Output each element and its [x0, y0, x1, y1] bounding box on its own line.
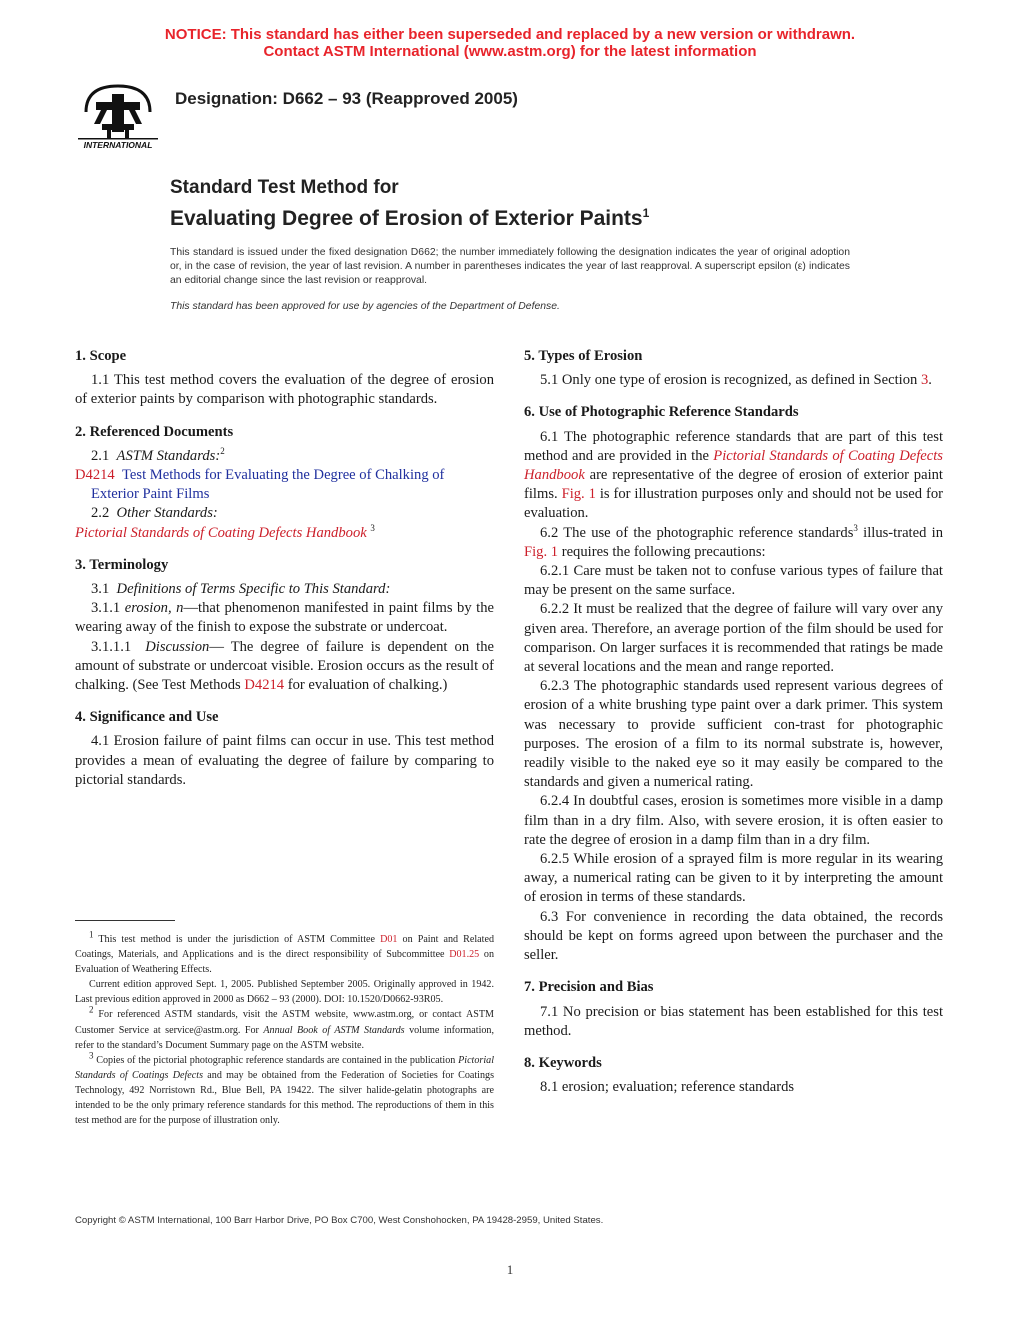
ref-d4214-link[interactable]: D4214: [75, 467, 115, 484]
section-heading-scope: 1. Scope: [75, 348, 127, 364]
para-6-2-3: 6.2.3 The photographic standards used represent various degrees of erosion of a white brushing type paint over a dark primer. This system was necessary to provide sufficient con-trast for photographic purposes. The erosion of a film to its normal substrate is, however, readily visible to the naked eye so it may easily be compared to the standards and given a numerical rating.: [524, 678, 943, 791]
footnote-rule: [75, 920, 175, 921]
footnote-2: [75, 1007, 494, 1052]
para-5-1-end: .: [928, 372, 932, 389]
section-heading-referenced-documents: 2. Referenced Documents: [75, 423, 234, 440]
ref-pictorial-link[interactable]: Pictorial Standards of Coating Defects Handbook: [75, 524, 367, 541]
para-3-1-1-1-num: 3.1.1.1: [91, 638, 132, 655]
para-6-2: [524, 524, 943, 562]
para-2-2-label: Other Standards:: [116, 505, 218, 522]
notice-line-1: NOTICE: This standard has either been superseded and replaced by a new version or withdrawn.: [164, 26, 856, 43]
para-6-2-text-c: requires the following precautions:: [561, 543, 766, 560]
supersede-notice: [0, 26, 1020, 60]
section-heading-terminology: 3. Terminology: [75, 556, 169, 573]
page-number: 1: [506, 1262, 514, 1277]
footnote-3-text-a: Copies of the pictorial photographic reference standards are contained in the publication: [96, 1054, 456, 1066]
para-4-1: 4.1 Erosion failure of paint films can occur in use. This test method provides a mean of evaluating the degree of failure by comparing to pictorial standards.: [75, 733, 494, 788]
para-3-1-1-1: [75, 638, 494, 696]
para-2-1-num: 2.1: [91, 447, 110, 464]
ref-d4214-entry: [75, 466, 494, 504]
ref-pictorial-entry: [75, 524, 494, 543]
footnote-1-current-edition: Current edition approved Sept. 1, 2005. Published September 2005. Originally approved in 1942. Last previous edition approved in 2000 as D662 – 93 (2000). DOI: 10.1520/D0662-93R05.: [75, 979, 494, 1006]
para-6-2-2: 6.2.2 It must be realized that the degree of failure will vary over any given area. Therefore, an average portion of the film should be used for comparison. On larger surfaces it is recommended that ratings be made at several locations and the mean and range reported.: [524, 601, 943, 676]
para-6-1-text-c: is for illustration purposes only and should not be used for evaluation.: [524, 486, 944, 522]
ref-d4214-title[interactable]: Test Methods for Evaluating the Degree of Chalking of Exterior Paint Films: [91, 467, 445, 503]
para-3-1: [75, 580, 494, 599]
para-8-1: 8.1 erosion; evaluation; reference standards: [540, 1079, 795, 1096]
footnote-3-text-b: and may be obtained from the Federation of Societies for Coatings Technology, 492 Norristown Rd., Blue Bell, PA 19422. The silver halide-gelatin photographs are intended to be the only primary reference standards for this method. The reproductions of them in this test method are for the purpose of illustration only.: [75, 1069, 494, 1127]
para-2-1-sup: 2: [220, 445, 225, 456]
section-heading-keywords: 8. Keywords: [524, 1054, 602, 1071]
para-7-1: 7.1 No precision or bias statement has been established for this test method.: [524, 1003, 943, 1039]
title-footnote-mark: 1: [642, 206, 650, 220]
para-1-1: 1.1 This test method covers the evaluation of the degree of erosion of exterior paints by comparison with photographic standards.: [75, 372, 494, 408]
para-6-1: [524, 428, 943, 524]
dod-approval-note: This standard has been approved for use by agencies of the Department of Defense.: [170, 301, 560, 312]
section-heading-types-of-erosion: 5. Types of Erosion: [524, 348, 643, 364]
discussion-label: Discussion: [145, 638, 210, 655]
footnote-2-text-a: For referenced ASTM standards, visit the ASTM website, www.astm.org, or contact ASTM Customer Service at service@astm.org. For: [75, 1009, 494, 1036]
standard-title: [170, 176, 649, 232]
title-line-1: Standard Test Method for: [170, 177, 399, 198]
copyright-line: Copyright © ASTM International, 100 Barr Harbor Drive, PO Box C700, West Conshohocken, PA 19428-2959, United States.: [75, 1215, 604, 1226]
footnote-2-annual-book: Annual Book of ASTM Standards: [263, 1024, 405, 1036]
footnote-1-text-b: on Paint and Related Coatings, Materials, and Applications and is the direct responsibility of Subcommittee: [75, 934, 494, 961]
footnotes: [75, 929, 494, 1128]
para-6-2-4: 6.2.4 In doubtful cases, erosion is sometimes more visible in a damp film than in a dry film. Also, with severe erosion, it is often easier to rate the degree of erosion in a damp film than in a dry film.: [524, 793, 943, 848]
astm-logo-text: INTERNATIONAL: [83, 140, 153, 150]
notice-line-2: Contact ASTM International (www.astm.org) for the latest information: [263, 43, 757, 60]
issuance-statement: This standard is issued under the fixed designation D662; the number immediately following the designation indicates the year of original adoption or, in the case of revision, the year of last revision. A number in parentheses indicates the year of last reapproval. A superscript epsilon (ε) indicates an editorial change since the last revision or reapproval.: [170, 247, 850, 287]
pictorial-handbook-link[interactable]: Pictorial Standards of Coating Defects Handbook: [524, 447, 943, 484]
footnote-1-committee-link[interactable]: D01: [380, 934, 398, 945]
footnote-3-publication: Pictorial Standards of Coatings Defects: [75, 1054, 494, 1081]
title-line-2: [170, 200, 649, 232]
section-heading-significance: 4. Significance and Use: [75, 709, 219, 726]
astm-logo: [74, 80, 162, 152]
left-column: [75, 347, 494, 790]
para-2-2-num: 2.2: [91, 505, 110, 522]
term-part-of-speech: n: [176, 600, 184, 617]
discussion-d4214-link[interactable]: D4214: [244, 677, 285, 694]
footnote-1-text-c: on Evaluation of Weathering Effects.: [75, 949, 494, 976]
para-6-1-text-b: are representative of the degree of erosion of exterior paint films.: [524, 467, 943, 503]
fig-1-link-2[interactable]: Fig. 1: [524, 543, 559, 560]
para-6-1-text-a: 6.1 The photographic reference standards that are part of this test method and are provided in the: [524, 428, 943, 464]
footnote-3-mark: 3: [89, 1050, 94, 1061]
para-6-2-text-b: illus-trated in: [863, 524, 943, 541]
footnote-1-subcommittee-link[interactable]: D01.25: [449, 949, 480, 961]
footnote-1-text-a: This test method is under the jurisdiction of ASTM Committee: [98, 934, 375, 945]
para-2-1-label: ASTM Standards:: [116, 447, 221, 464]
para-3-1-text: Definitions of Terms Specific to This Standard:: [116, 581, 391, 598]
para-3-1-1: [75, 599, 494, 637]
designation: Designation: D662 – 93 (Reapproved 2005): [175, 89, 518, 108]
section-heading-use-of-standards: 6. Use of Photographic Reference Standards: [524, 404, 799, 421]
footnote-1: [75, 929, 494, 977]
term-erosion: erosion,: [124, 600, 172, 617]
para-6-2-sup: 3: [853, 522, 858, 533]
para-2-2: [75, 504, 494, 523]
discussion-text-a: — The degree of failure is dependent on the amount of substrate or undercoat visible. Erosion occurs as the result of chalking. (See Test Methods: [75, 638, 494, 694]
para-2-1: [75, 447, 494, 466]
para-3-1-1-num: 3.1.1: [91, 600, 121, 617]
footnote-2-text-b: volume information, refer to the standard’s Document Summary page on the ASTM website.: [75, 1024, 494, 1051]
para-6-3: 6.3 For convenience in recording the data obtained, the records should be kept on forms agreed upon between the purchaser and the seller.: [524, 908, 943, 964]
para-3-1-num: 3.1: [91, 581, 110, 598]
footnote-3: [75, 1050, 494, 1128]
para-6-2-1: 6.2.1 Care must be taken not to confuse various types of failure that may be present on the same surface.: [524, 563, 943, 599]
section-3-link[interactable]: 3: [920, 372, 929, 389]
footnote-2-mark: 2: [89, 1005, 94, 1016]
para-5-1-text: 5.1 Only one type of erosion is recognized, as defined in Section: [540, 372, 918, 389]
para-6-2-text-a: 6.2 The use of the photographic reference standards: [540, 524, 854, 541]
ref-pictorial-sup: 3: [370, 522, 375, 533]
term-erosion-definition: —that phenomenon manifested in paint films by the wearing away of the finish to expose the substrate or undercoat.: [75, 600, 494, 636]
title-line-2-text: Evaluating Degree of Erosion of Exterior Paints: [170, 207, 643, 230]
discussion-text-b: for evaluation of chalking.): [287, 677, 448, 694]
section-heading-precision-bias: 7. Precision and Bias: [524, 979, 654, 996]
astm-logo-icon: [74, 80, 162, 152]
fig-1-link[interactable]: Fig. 1: [561, 486, 596, 503]
footnote-1-mark: 1: [89, 929, 94, 940]
para-6-2-5: 6.2.5 While erosion of a sprayed film is more regular in its wearing away, a numerical rating can be given to it by interpreting the amount of erosion in terms of these standards.: [524, 851, 943, 906]
right-column: [524, 347, 943, 1097]
para-5-1: [524, 371, 943, 390]
